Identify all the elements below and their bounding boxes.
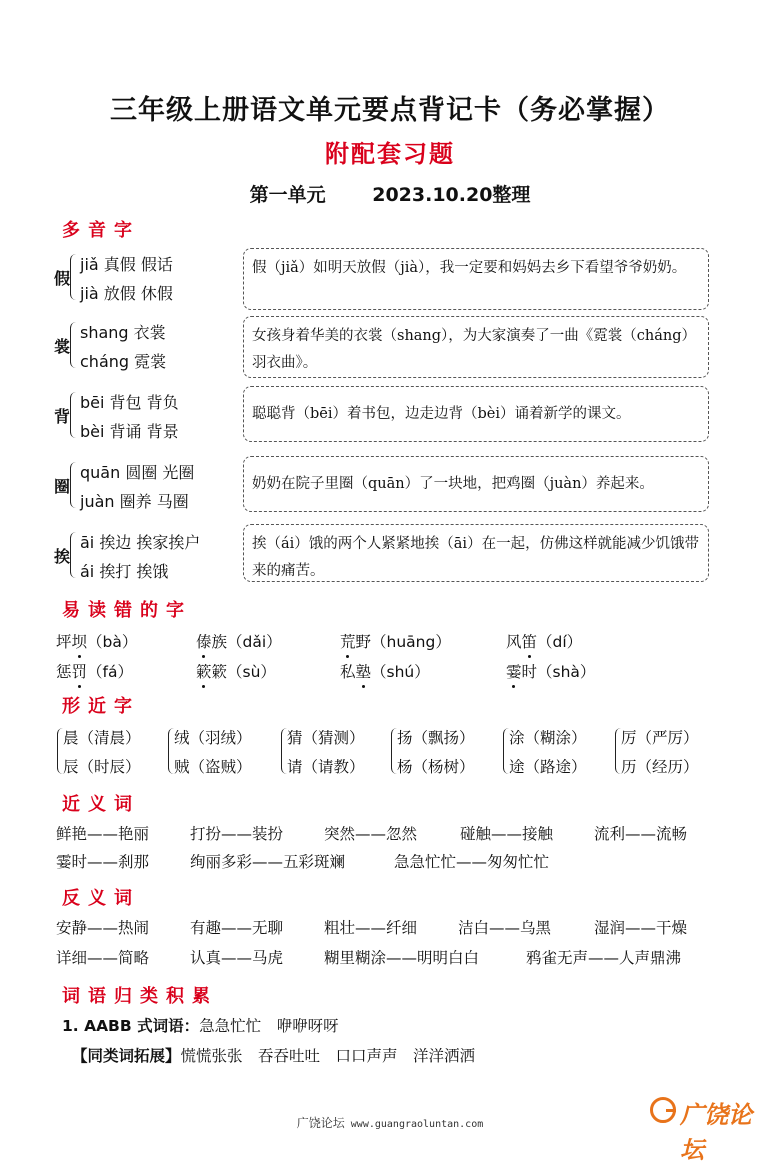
antonym-pair: 湿润——干燥	[594, 919, 688, 937]
synonym-pair: 流利——流畅	[594, 825, 688, 843]
reading-line: juàn 圈养 马圈	[80, 492, 189, 511]
reading-line: shang 衣裳	[80, 323, 166, 342]
logo-g-icon	[650, 1097, 676, 1123]
reading-line: āi 挨边 挨家挨户	[80, 533, 201, 552]
misread-item: 惩罚（fá）	[56, 660, 133, 682]
section-polyphonic: 多音字	[62, 220, 140, 241]
unit-label: 第一单元	[249, 184, 326, 206]
extend-line	[72, 1044, 475, 1066]
misread-item: 风笛（dí）	[506, 630, 582, 652]
brace	[70, 392, 77, 438]
similar-word: 厉（严厉）	[621, 729, 699, 747]
antonym-pair: 有趣——无聊	[190, 919, 284, 937]
reading-line: ái 挨打 挨饿	[80, 562, 169, 581]
reading-line: bēi 背包 背负	[80, 393, 179, 412]
similar-word: 晨（清晨）	[63, 729, 141, 747]
similar-word: 扬（飘扬）	[397, 729, 475, 747]
antonym-pair: 洁白——乌黑	[458, 919, 552, 937]
section-synonyms: 近义词	[62, 794, 140, 815]
misread-item: 簌簌（sù）	[196, 660, 276, 682]
page-subtitle: 附配套习题	[325, 140, 455, 168]
similar-word: 辰（时辰）	[63, 758, 141, 776]
antonym-pair: 详细——简略	[56, 949, 150, 967]
similar-word: 杨（杨树）	[397, 758, 475, 776]
section-antonyms: 反义词	[62, 888, 140, 909]
misread-item: 坪坝（bà）	[56, 630, 137, 652]
example-sentence-box: 聪聪背（bēi）着书包，边走边背（bèi）诵着新学的课文。	[243, 386, 709, 442]
polyphonic-char: 圈	[54, 477, 71, 496]
date-label: 2023.10.20整理	[372, 184, 531, 206]
brace	[70, 532, 77, 578]
example-sentence-box: 奶奶在院子里圈（quān）了一块地，把鸡圈（juàn）养起来。	[243, 456, 709, 512]
extend-words: 慌慌张张 吞吞吐吐 口口声声 洋洋洒洒	[180, 1047, 476, 1065]
logo-text: 广饶论坛	[680, 1101, 752, 1164]
synonym-pair: 碰触——接触	[460, 825, 554, 843]
page-title: 三年级上册语文单元要点背记卡（务必掌握）	[110, 95, 670, 126]
aabb-words: 急急忙忙 咿咿呀呀	[199, 1017, 339, 1035]
site-logo	[650, 1095, 770, 1164]
synonym-pair: 急急忙忙——匆匆忙忙	[394, 853, 550, 871]
misread-item: 私塾（shú）	[340, 660, 430, 682]
similar-word: 涂（糊涂）	[509, 729, 587, 747]
similar-word: 历（经历）	[621, 758, 699, 776]
polyphonic-char: 背	[54, 407, 71, 426]
brace	[70, 254, 77, 300]
unit-line	[0, 180, 780, 207]
antonym-pair: 鸦雀无声——人声鼎沸	[526, 949, 682, 967]
antonym-pair: 安静——热闹	[56, 919, 150, 937]
synonym-pair: 霎时——刹那	[56, 853, 150, 871]
synonym-pair: 绚丽多彩——五彩斑斓	[190, 853, 346, 871]
example-sentence-box: 假（jiǎ）如明天放假（jià），我一定要和妈妈去乡下看望爷爷奶奶。	[243, 248, 709, 310]
misread-item: 荒野（huāng）	[340, 630, 451, 652]
example-sentence-box: 女孩身着华美的衣裳（shang），为大家演奏了一曲《霓裳（cháng）羽衣曲》。	[243, 316, 709, 378]
synonym-pair: 鲜艳——艳丽	[56, 825, 150, 843]
antonym-pair: 糊里糊涂——明明白白	[324, 949, 480, 967]
section-word-classification: 词语归类积累	[62, 986, 218, 1007]
reading-line: bèi 背诵 背景	[80, 422, 179, 441]
similar-word: 绒（羽绒）	[174, 729, 252, 747]
extend-label: 【同类词拓展】	[72, 1047, 181, 1065]
reading-line: quān 圆圈 光圈	[80, 463, 195, 482]
polyphonic-char: 假	[54, 269, 71, 288]
example-sentence-box: 挨（ái）饿的两个人紧紧地挨（āi）在一起，仿佛这样就能减少饥饿带来的痛苦。	[243, 524, 709, 582]
section-misread: 易读错的字	[62, 600, 192, 621]
polyphonic-char: 裳	[54, 337, 71, 356]
similar-word: 途（路途）	[509, 758, 587, 776]
reading-line: jiǎ 真假 假话	[80, 255, 173, 274]
brace	[70, 322, 77, 368]
misread-item: 傣族（dǎi）	[196, 630, 282, 652]
brace	[70, 462, 77, 508]
similar-word: 贼（盗贼）	[174, 758, 252, 776]
synonym-pair: 打扮——装扮	[190, 825, 284, 843]
reading-line: cháng 霓裳	[80, 352, 167, 371]
section-similar-shape: 形近字	[62, 696, 140, 717]
antonym-pair: 认真——马虎	[190, 949, 284, 967]
polyphonic-char: 挨	[54, 547, 71, 566]
similar-word: 请（请教）	[287, 758, 365, 776]
footer-site: 广饶论坛	[296, 1116, 345, 1130]
synonym-pair: 突然——忽然	[324, 825, 418, 843]
reading-line: jià 放假 休假	[80, 284, 173, 303]
aabb-label: 1. AABB 式词语：	[62, 1017, 200, 1035]
aabb-line	[62, 1014, 339, 1036]
similar-word: 猜（猜测）	[287, 729, 365, 747]
misread-item: 霎时（shà）	[506, 660, 595, 682]
antonym-pair: 粗壮——纤细	[324, 919, 418, 937]
footer-url: www.guangraoluntan.com	[350, 1119, 484, 1130]
